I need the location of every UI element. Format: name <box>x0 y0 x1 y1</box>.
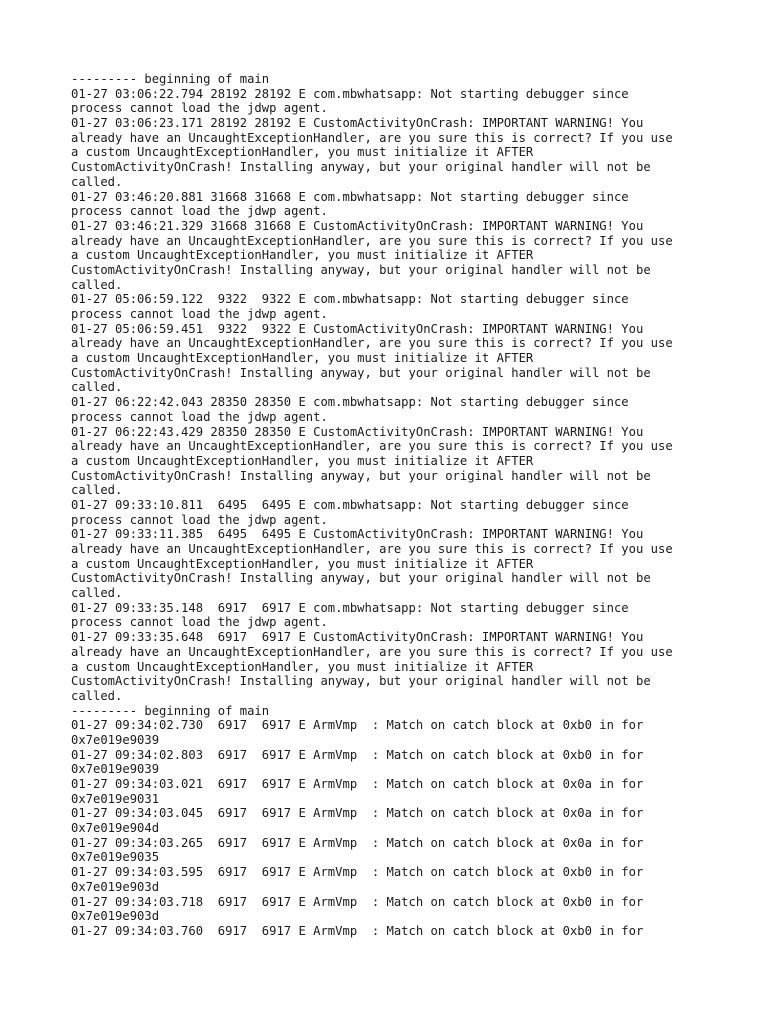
log-line: CustomActivityOnCrash! Installing anyway, but your original handler will not be <box>71 571 651 586</box>
log-line: already have an UncaughtExceptionHandler, are you sure this is correct? If you use <box>71 336 673 351</box>
log-line: called. <box>71 483 123 498</box>
log-line: called. <box>71 174 123 189</box>
log-line: 01-27 09:34:03.718 6917 6917 E ArmVmp : Match on catch block at 0xb0 in for <box>71 894 644 909</box>
log-line: process cannot load the jdwp agent. <box>71 204 328 219</box>
log-line: CustomActivityOnCrash! Installing anyway, but your original handler will not be <box>71 468 651 483</box>
log-line: 0x7e019e9039 <box>71 732 160 747</box>
log-line: called. <box>71 688 123 703</box>
log-line: 0x7e019e9039 <box>71 762 160 777</box>
log-line: already have an UncaughtExceptionHandler, are you sure this is correct? If you use <box>71 644 673 659</box>
log-line: 01-27 09:33:35.648 6917 6917 E CustomActivityOnCrash: IMPORTANT WARNING! You <box>71 630 644 645</box>
log-line: CustomActivityOnCrash! Installing anyway, but your original handler will not be <box>71 262 651 277</box>
log-line: 0x7e019e903d <box>71 909 160 924</box>
log-line: 0x7e019e903d <box>71 879 160 894</box>
log-text-block <box>71 72 701 939</box>
log-line: 01-27 09:34:03.595 6917 6917 E ArmVmp : Match on catch block at 0xb0 in for <box>71 865 644 880</box>
log-line: 01-27 09:34:02.803 6917 6917 E ArmVmp : Match on catch block at 0xb0 in for <box>71 747 644 762</box>
log-line: 01-27 09:34:02.730 6917 6917 E ArmVmp : Match on catch block at 0xb0 in for <box>71 718 644 733</box>
log-line: 01-27 05:06:59.451 9322 9322 E CustomActivityOnCrash: IMPORTANT WARNING! You <box>71 321 644 336</box>
log-line: a custom UncaughtExceptionHandler, you must initialize it AFTER <box>71 556 534 571</box>
log-line: 01-27 09:34:03.021 6917 6917 E ArmVmp : Match on catch block at 0x0a in for <box>71 777 644 791</box>
log-line: a custom UncaughtExceptionHandler, you must initialize it AFTER <box>71 145 534 160</box>
log-line: a custom UncaughtExceptionHandler, you must initialize it AFTER <box>71 659 534 674</box>
log-line: 01-27 03:06:22.794 28192 28192 E com.mbwhatsapp: Not starting debugger since <box>71 86 629 101</box>
log-line: called. <box>71 277 123 292</box>
log-line: process cannot load the jdwp agent. <box>71 409 328 424</box>
log-line: process cannot load the jdwp agent. <box>71 615 328 630</box>
log-line: 01-27 05:06:59.122 9322 9322 E com.mbwhatsapp: Not starting debugger since <box>71 292 629 307</box>
log-line: --------- beginning of main <box>71 72 270 86</box>
log-line: 01-27 09:34:03.265 6917 6917 E ArmVmp : Match on catch block at 0x0a in for <box>71 835 644 850</box>
log-line: CustomActivityOnCrash! Installing anyway, but your original handler will not be <box>71 365 651 380</box>
log-line: 01-27 03:06:23.171 28192 28192 E CustomActivityOnCrash: IMPORTANT WARNING! You <box>71 116 644 131</box>
log-line: a custom UncaughtExceptionHandler, you must initialize it AFTER <box>71 248 534 263</box>
log-line: process cannot load the jdwp agent. <box>71 101 328 116</box>
log-line: process cannot load the jdwp agent. <box>71 512 328 527</box>
log-line: 01-27 09:33:11.385 6495 6495 E CustomActivityOnCrash: IMPORTANT WARNING! You <box>71 527 644 542</box>
log-line: a custom UncaughtExceptionHandler, you must initialize it AFTER <box>71 453 534 468</box>
log-line: 01-27 09:33:35.148 6917 6917 E com.mbwhatsapp: Not starting debugger since <box>71 600 629 615</box>
log-line: 01-27 09:34:03.760 6917 6917 E ArmVmp : Match on catch block at 0xb0 in for <box>71 923 644 938</box>
log-line: 01-27 03:46:21.329 31668 31668 E CustomActivityOnCrash: IMPORTANT WARNING! You <box>71 218 644 233</box>
log-line: 0x7e019e904d <box>71 821 160 836</box>
log-line: 01-27 09:33:10.811 6495 6495 E com.mbwhatsapp: Not starting debugger since <box>71 497 629 512</box>
log-line: called. <box>71 586 123 601</box>
log-line: CustomActivityOnCrash! Installing anyway, but your original handler will not be <box>71 674 651 689</box>
log-line: already have an UncaughtExceptionHandler, are you sure this is correct? If you use <box>71 130 673 145</box>
log-line: already have an UncaughtExceptionHandler, are you sure this is correct? If you use <box>71 439 673 454</box>
log-line: process cannot load the jdwp agent. <box>71 307 328 321</box>
log-line: --------- beginning of main <box>71 703 270 718</box>
log-line: a custom UncaughtExceptionHandler, you must initialize it AFTER <box>71 351 534 366</box>
log-line: 01-27 03:46:20.881 31668 31668 E com.mbwhatsapp: Not starting debugger since <box>71 189 629 204</box>
log-line: 01-27 09:34:03.045 6917 6917 E ArmVmp : Match on catch block at 0x0a in for <box>71 806 644 821</box>
log-line: already have an UncaughtExceptionHandler, are you sure this is correct? If you use <box>71 542 673 556</box>
log-line: 01-27 06:22:42.043 28350 28350 E com.mbwhatsapp: Not starting debugger since <box>71 395 629 410</box>
log-line: already have an UncaughtExceptionHandler, are you sure this is correct? If you use <box>71 233 673 248</box>
log-line: CustomActivityOnCrash! Installing anyway, but your original handler will not be <box>71 160 651 175</box>
log-line: 0x7e019e9035 <box>71 850 160 865</box>
log-line: 01-27 06:22:43.429 28350 28350 E CustomActivityOnCrash: IMPORTANT WARNING! You <box>71 424 644 439</box>
log-line: 0x7e019e9031 <box>71 791 160 806</box>
log-line: called. <box>71 380 123 395</box>
